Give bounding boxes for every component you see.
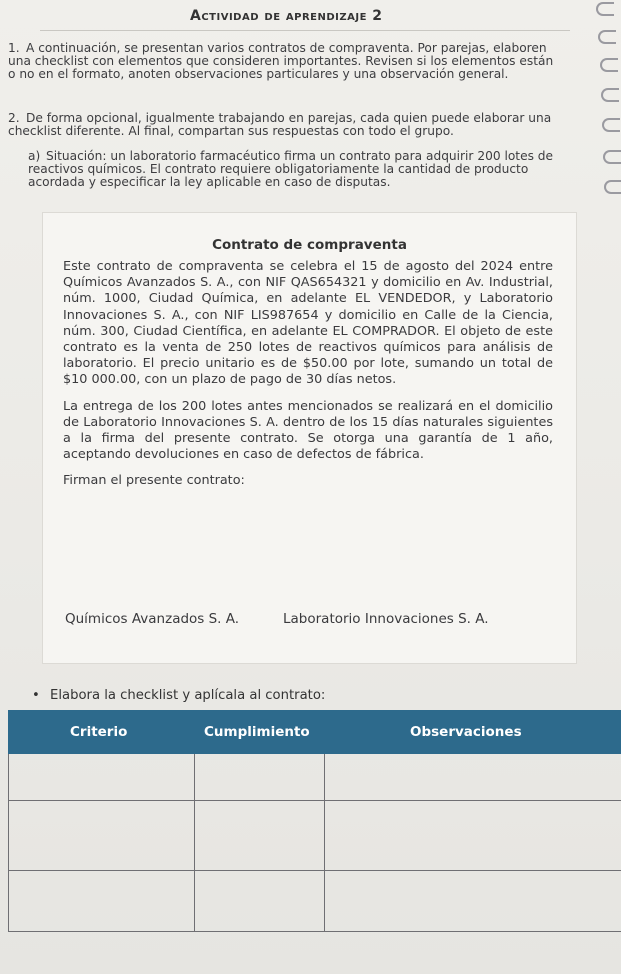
spiral-binding-ring — [602, 118, 620, 132]
checklist-table-header — [8, 710, 621, 754]
question-1 — [8, 42, 558, 81]
table-border-bottom — [8, 931, 621, 932]
contract-paragraph: Este contrato de compraventa se celebra el 15 de agosto del 2024 entre Químicos Avanzados S. A., con NIF QAS654321 y domicilio en Av. Industrial, núm. 1000, Ciudad Química, en adelante EL VENDEDOR, y Laboratorio Innovaciones S. A., con NIF LIS987654 y domicilio en Calle de la Ciencia, núm. 300, Ciudad Científica, en adelante EL COMPRADOR. El objeto de este contrato es la venta de 250 lotes de reactivos químicos para análisis de laboratorio. El precio unitario es de $50.00 por lote, sumando un total de $10 000.00, con un plazo de pago de 30 días netos. — [63, 259, 553, 388]
contract-paragraph: La entrega de los 200 lotes antes mencionados se realizará en el domicilio de Laboratorio Innovaciones S. A. dentro de los 15 días naturales siguientes a la firma del presente contrato. Se otorga una garantía de 1 año, aceptando devoluciones en caso de defectos de fábrica. — [63, 398, 553, 463]
column-header-observaciones: Observaciones — [410, 724, 522, 740]
column-divider — [194, 754, 195, 932]
checklist-instruction-text: Elabora la checklist y aplícala al contrato: — [50, 688, 326, 703]
table-border-left — [8, 754, 9, 932]
question-1-text: A continuación, se presentan varios contratos de compraventa. Por parejas, elaboren una checklist con elementos que consideren importantes. Revisen si los elementos están o no en el formato, anoten observaciones particulares y una observación general. — [8, 41, 554, 81]
activity-heading: Actividad de aprendizaje 2 — [190, 8, 383, 24]
spiral-binding-ring — [601, 88, 619, 102]
row-divider — [8, 800, 621, 801]
row-divider — [8, 870, 621, 871]
situation-a-label: a) — [28, 149, 41, 163]
contract-body — [63, 259, 553, 500]
question-2-text: De forma opcional, igualmente trabajando en parejas, cada quien puede elaborar una checklist diferente. Al final, compartan sus respuestas con todo el grupo. — [8, 111, 552, 138]
situation-a-text: Situación: un laboratorio farmacéutico firma un contrato para adquirir 200 lotes de reactivos químicos. El contrato requiere obligatoriamente la cantidad de producto acordada y especificar la ley aplicable en caso de disputas. — [28, 149, 554, 189]
signer-buyer: Laboratorio Innovaciones S. A. — [283, 611, 489, 627]
contract-box — [42, 212, 577, 664]
column-divider — [324, 754, 325, 932]
signer-seller: Químicos Avanzados S. A. — [65, 611, 240, 627]
spiral-binding-ring — [598, 30, 616, 44]
checklist-table — [8, 710, 621, 932]
contract-signature-intro: Firman el presente contrato: — [63, 473, 245, 489]
bullet-icon: • — [32, 688, 40, 703]
spiral-binding-ring — [604, 180, 621, 194]
column-header-cumplimiento: Cumplimiento — [204, 724, 310, 740]
spiral-binding-ring — [596, 2, 614, 16]
column-header-criterio: Criterio — [70, 724, 128, 740]
checklist-instruction — [32, 688, 325, 703]
question-2 — [8, 112, 563, 138]
heading-divider — [40, 30, 570, 31]
spiral-binding-ring — [600, 58, 618, 72]
question-2-number: 2. — [8, 111, 20, 125]
question-1-number: 1. — [8, 41, 20, 55]
situation-a — [28, 150, 566, 189]
contract-title: Contrato de compraventa — [212, 237, 407, 253]
spiral-binding-ring — [603, 150, 621, 164]
